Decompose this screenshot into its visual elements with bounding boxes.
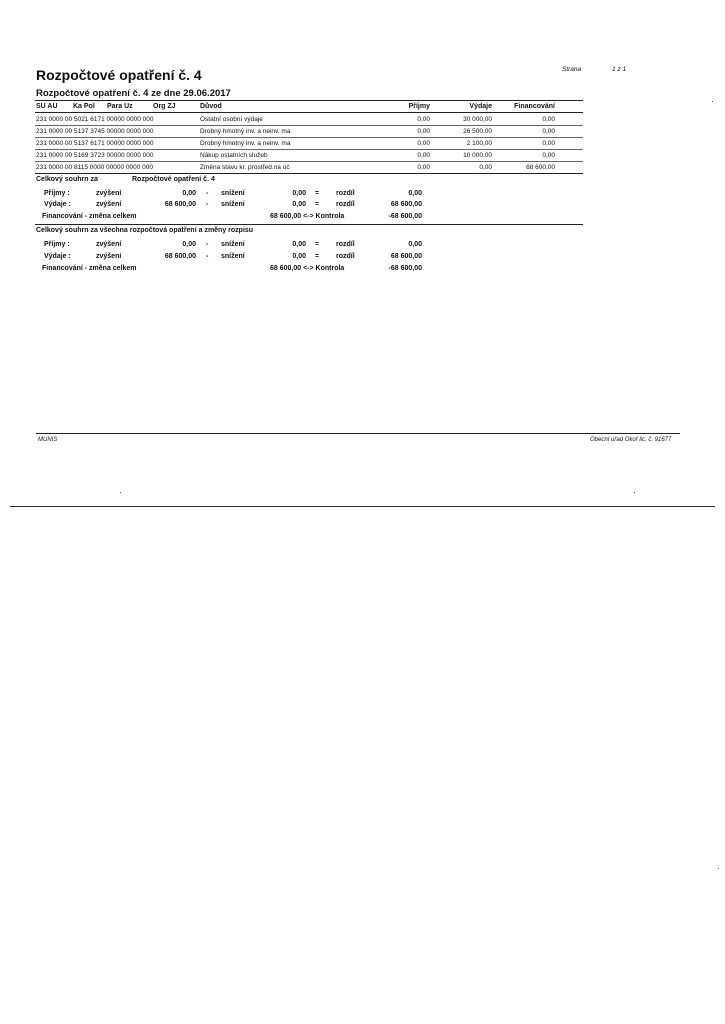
- summary1-heading-right: Rozpočtové opatření č. 4: [132, 176, 215, 183]
- table-row-duvod: Drobný hmotný inv. a neinv. ma: [200, 128, 291, 135]
- summary2-vydaje-eq: =: [315, 253, 320, 260]
- summary2-vydaje-inc-label: zvýšení: [96, 253, 122, 260]
- table-row-financovani: 0,00: [542, 116, 555, 123]
- summary2-fin-value: 68 600,00 <-> Kontrola: [270, 265, 345, 272]
- summary1-prijmy-inc-label: zvýšení: [96, 190, 122, 197]
- summary1-vydaje-dash: -: [206, 201, 209, 208]
- table-row-prijmy: 0,00: [417, 128, 430, 135]
- summary2-fin-check: -68 600,00: [388, 265, 422, 272]
- summary2-prijmy-inc-label: zvýšení: [96, 241, 122, 248]
- col-para-uz: Para Uz: [107, 103, 133, 110]
- summary1-vydaje-diff-value: 68 600,00: [390, 201, 422, 208]
- summary1-vydaje-diff-label: rozdíl: [336, 201, 355, 208]
- table-row-code: 231 0000 00 5169 3723 00000 0000 000: [36, 152, 154, 159]
- summary1-prijmy-diff-value: 0,00: [408, 190, 422, 197]
- summary2-vydaje-dec-value: 0,00: [292, 253, 306, 260]
- table-row-vydaje: 2 100,00: [466, 140, 492, 147]
- table-row-vydaje: 0,00: [479, 164, 492, 171]
- summary2-prijmy-eq: =: [315, 241, 320, 248]
- table-row-prijmy: 0,00: [417, 116, 430, 123]
- table-row-code: 231 0000 00 5137 6171 00000 0000 000: [36, 140, 154, 147]
- summary2-prijmy-diff-value: 0,00: [408, 241, 422, 248]
- summary2-vydaje-dash: -: [206, 253, 209, 260]
- page-title: Rozpočtové opatření č. 4: [36, 67, 202, 83]
- table-row-vydaje: 26 500,00: [463, 128, 492, 135]
- table-row-prijmy: 0,00: [417, 164, 430, 171]
- table-row-duvod: Nákup ostatních služeb: [200, 152, 268, 159]
- table-top-rule: [35, 100, 583, 101]
- summary1-prijmy-inc-value: 0,00: [182, 190, 196, 197]
- summary2-vydaje-diff-value: 68 600,00: [390, 253, 422, 260]
- summary1-prijmy-dash: -: [206, 190, 209, 197]
- summary2-fin-label: Financování - změna celkem: [42, 265, 137, 272]
- table-row-prijmy: 0,00: [417, 152, 430, 159]
- footer-rule: [36, 433, 680, 434]
- table-row-code: 231 0000 00 8115 0000 00000 0000 000: [36, 164, 153, 171]
- scan-speck: [120, 492, 121, 493]
- table-row-vydaje: 30 000,00: [463, 116, 492, 123]
- summary1-heading-left: Celkový souhrn za: [36, 176, 98, 183]
- summary2-prijmy-dec-label: snížení: [221, 241, 245, 248]
- summary1-prijmy-eq: =: [315, 190, 320, 197]
- summary1-vydaje-dec-value: 0,00: [292, 201, 306, 208]
- table-row-vydaje: 10 000,00: [463, 152, 492, 159]
- summary1-fin-value: 68 600,00 <-> Kontrola: [270, 213, 345, 220]
- summary2-prijmy-diff-label: rozdíl: [336, 241, 355, 248]
- scan-speck: [634, 492, 635, 493]
- row-rule: [35, 161, 583, 162]
- summary1-vydaje-dec-label: snížení: [221, 201, 245, 208]
- summary1-prijmy-diff-label: rozdíl: [336, 190, 355, 197]
- summary2-prijmy-dash: -: [206, 241, 209, 248]
- summary2-prijmy-inc-value: 0,00: [182, 241, 196, 248]
- table-header-rule: [35, 112, 583, 113]
- row-rule: [35, 125, 583, 126]
- col-prijmy: Příjmy: [408, 103, 430, 110]
- table-row-financovani: 0,00: [542, 152, 555, 159]
- page-number: 1 z 1: [612, 66, 627, 73]
- table-row-code: 231 0000 00 5137 3745 00000 0000 000: [36, 128, 154, 135]
- summary1-vydaje-label: Výdaje :: [44, 201, 71, 208]
- table-row-duvod: Drobný hmotný inv. a neinv. ma: [200, 140, 291, 147]
- table-row-code: 231 0000 00 5021 6171 00000 0000 000: [36, 116, 154, 123]
- table-row-prijmy: 0,00: [417, 140, 430, 147]
- scan-edge-line: [10, 506, 715, 507]
- col-financovani: Financování: [514, 103, 555, 110]
- summary1-prijmy-dec-value: 0,00: [292, 190, 306, 197]
- col-vydaje: Výdaje: [469, 103, 492, 110]
- footer-left: MUNIS: [38, 437, 58, 443]
- table-row-duvod: Změna stavu kr. prostřed.na úč: [200, 164, 290, 171]
- summary1-fin-label: Financování - změna celkem: [42, 213, 137, 220]
- summary1-prijmy-dec-label: snížení: [221, 190, 245, 197]
- strana-label: Strana: [562, 66, 582, 73]
- table-row-financovani: 0,00: [542, 140, 555, 147]
- summary1-rule: [35, 224, 583, 225]
- summary2-prijmy-label: Příjmy :: [44, 241, 70, 248]
- summary1-vydaje-eq: =: [315, 201, 320, 208]
- col-org-zj: Org ZJ: [153, 103, 176, 110]
- page-subtitle: Rozpočtové opatření č. 4 ze dne 29.06.2017: [36, 88, 231, 99]
- table-row-duvod: Ostatní osobní výdaje: [200, 116, 263, 123]
- col-ka-pol: Ka Pol: [73, 103, 95, 110]
- summary1-vydaje-inc-label: zvýšení: [96, 201, 122, 208]
- summary2-vydaje-label: Výdaje :: [44, 253, 71, 260]
- summary1-vydaje-inc-value: 68 600,00: [164, 201, 196, 208]
- summary1-fin-check: -68 600,00: [388, 213, 422, 220]
- table-row-financovani: 0,00: [542, 128, 555, 135]
- summary2-vydaje-dec-label: snížení: [221, 253, 245, 260]
- table-bottom-rule: [35, 173, 583, 174]
- scan-speck: [712, 101, 713, 102]
- row-rule: [35, 137, 583, 138]
- summary1-prijmy-label: Příjmy :: [44, 190, 70, 197]
- scan-speck: [718, 868, 719, 869]
- footer-right: Obecní úřad Okoř lic. č. 91677: [590, 437, 672, 443]
- summary2-heading: Celkový souhrn za všechna rozpočtová opatření a změny rozpisu: [36, 227, 254, 234]
- col-duvod: Důvod: [200, 103, 222, 110]
- summary2-vydaje-diff-label: rozdíl: [336, 253, 355, 260]
- summary2-prijmy-dec-value: 0,00: [292, 241, 306, 248]
- summary2-vydaje-inc-value: 68 600,00: [164, 253, 196, 260]
- col-su-au: SU AU: [36, 103, 58, 110]
- row-rule: [35, 149, 583, 150]
- table-row-financovani: 68 600,00: [526, 164, 555, 171]
